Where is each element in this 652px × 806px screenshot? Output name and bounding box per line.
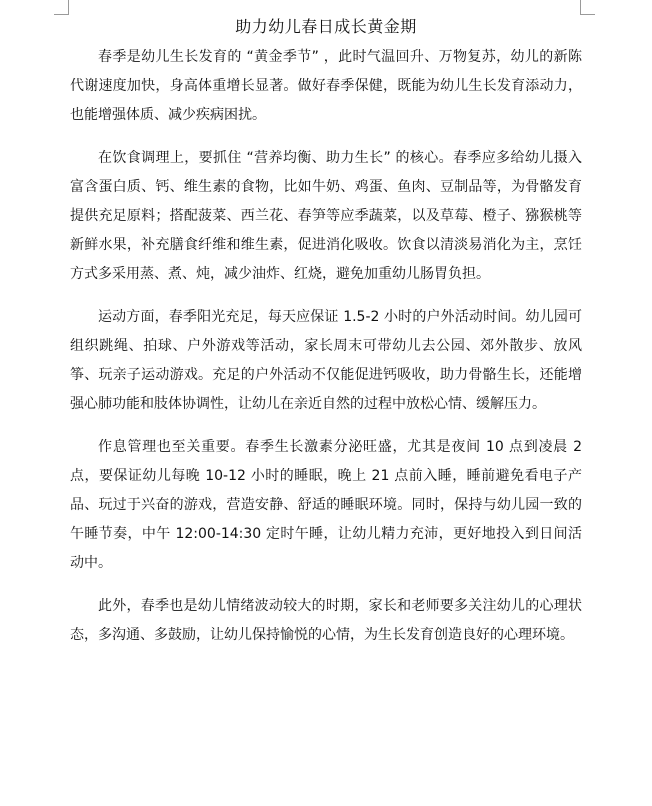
paragraph-diet[interactable]: 在饮食调理上，要抓住 “营养均衡、助力生长” 的核心。春季应多给幼儿摄入富含蛋白质、钙、维生素的食物，比如牛奶、鸡蛋、鱼肉、豆制品等，为骨骼发育提供充足原料；搭配菠菜、西兰花、春笋等应季蔬菜，以及草莓、橙子、猕猴桃等新鲜水果，补充膳食纤维和维生素，促进消化吸收。饮食以清淡易消化为主，烹饪方式多采用蒸、煮、炖，减少油炸、红烧，避免加重幼儿肠胃负担。 [70,150,582,282]
document-body[interactable] [70,43,582,664]
paragraph-intro[interactable]: 春季是幼儿生长发育的 “黄金季节” ，此时气温回升、万物复苏，幼儿的新陈代谢速度加快，身高体重增长显著。做好春季保健，既能为幼儿生长发育添动力，也能增强体质、减少疾病困扰。 [70,49,582,123]
paragraph-sleep[interactable]: 作息管理也至关重要。春季生长激素分泌旺盛，尤其是夜间 10 点到凌晨 2 点，要保证幼儿每晚 10-12 小时的睡眠，晚上 21 点前入睡，睡前避免看电子产品、玩过于兴奋的游戏，营造安静、舒适的睡眠环境。同时，保持与幼儿园一致的午睡节奏，中午 12:00-14:30 定时午睡，让幼儿精力充沛，更好地投入到日间活动中。 [70,439,582,571]
paragraph-exercise[interactable]: 运动方面，春季阳光充足，每天应保证 1.5-2 小时的户外活动时间。幼儿园可组织跳绳、拍球、户外游戏等活动，家长周末可带幼儿去公园、郊外散步、放风筝、玩亲子运动游戏。充足的户外活动不仅能促进钙吸收，助力骨骼生长，还能增强心肺功能和肢体协调性，让幼儿在亲近自然的过程中放松心情、缓解压力。 [70,309,582,412]
document-title[interactable]: 助力幼儿春日成长黄金期 [235,17,417,36]
margin-corner-mark-right [580,0,595,15]
paragraph-emotion[interactable]: 此外，春季也是幼儿情绪波动较大的时期，家长和老师要多关注幼儿的心理状态，多沟通、多鼓励，让幼儿保持愉悦的心情，为生长发育创造良好的心理环境。 [70,598,582,643]
margin-corner-mark-left [54,0,69,15]
